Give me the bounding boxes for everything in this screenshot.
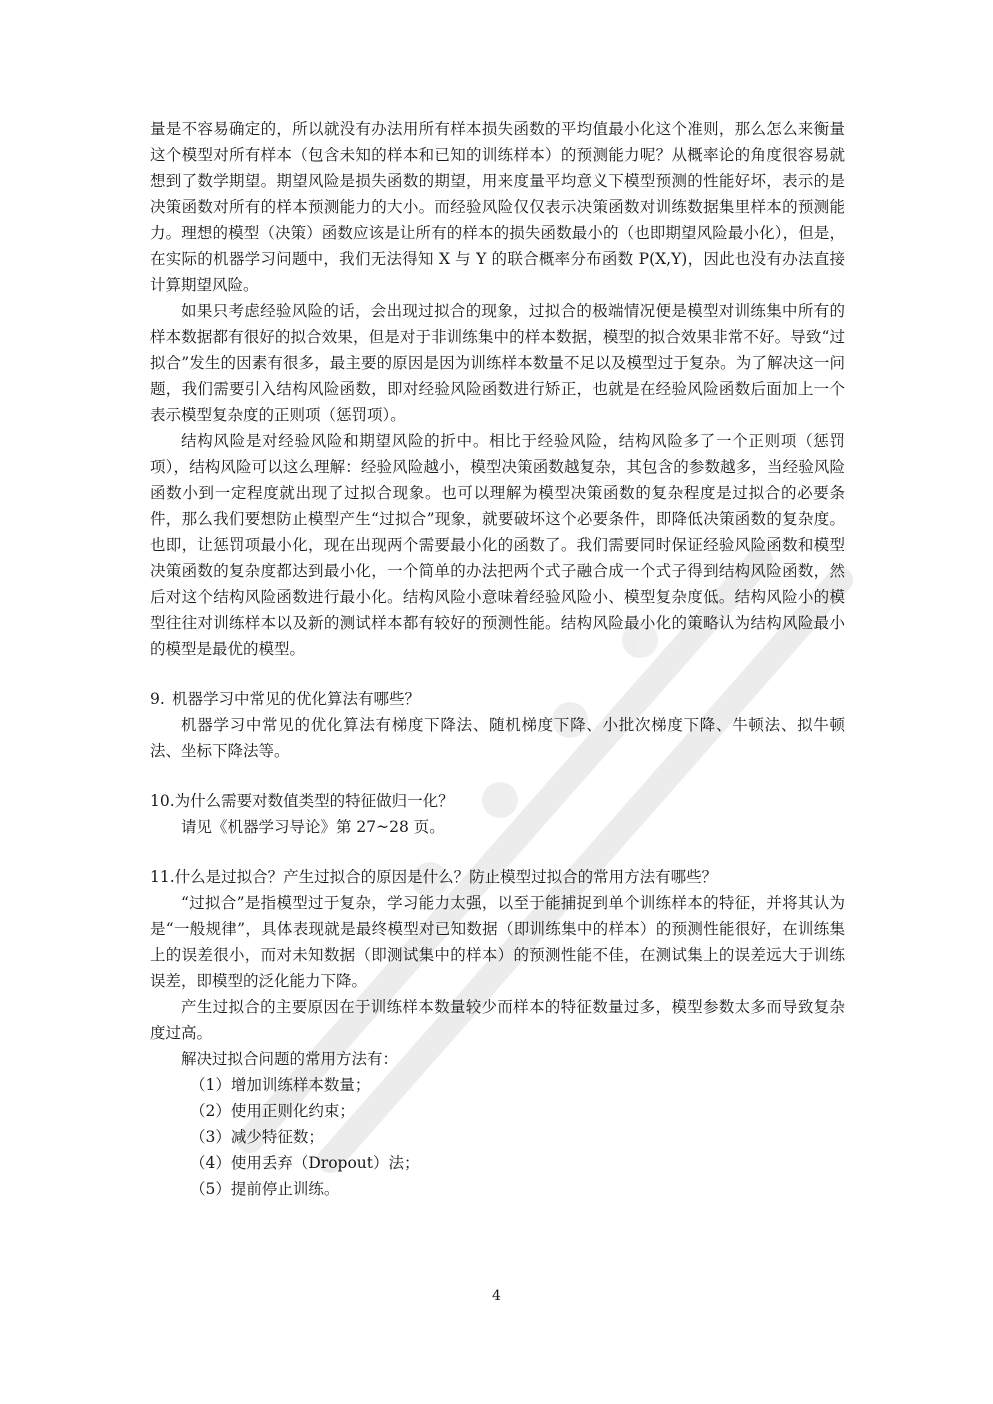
page-number: 4 [492,1288,501,1304]
question-11-number: 11. [150,868,175,886]
document-body [150,116,845,1202]
question-11-answer-methods-intro: 解决过拟合问题的常用方法有： [181,1050,399,1068]
paragraph-structural-risk: 结构风险是对经验风险和期望风险的折中。相比于经验风险，结构风险多了一个正则项（惩罚项），结构风险可以这么理解：经验风险越小，模型决策函数越复杂，其包含的参数越多，当经验风险函数小到一定程度就出现了过拟合现象。也可以理解为模型决策函数的复杂程度是过拟合的必要条件，那么我们要想防止模型产生“过拟合”现象，就要破坏这个必要条件，即降低决策函数的复杂度。也即，让惩罚项最小化，现在出现两个需要最小化的函数了。我们需要同时保证经验风险函数和模型决策函数的复杂度都达到最小化，一个简单的办法把两个式子融合成一个式子得到结构风险函数，然后对这个结构风险函数进行最小化。结构风险小意味着经验风险小、模型复杂度低。结构风险小的模型往往对训练样本以及新的测试样本都有较好的预测性能。结构风险最小化的策略认为结构风险最小的模型是最优的模型。 [150,432,845,658]
question-11-answer-cause: 产生过拟合的主要原因在于训练样本数量较少而样本的特征数量过多，模型参数太多而导致复杂度过高。 [150,998,845,1042]
question-9-heading [150,686,845,712]
question-11-heading [150,864,845,890]
question-11-answer-definition: “过拟合”是指模型过于复杂，学习能力太强，以至于能捕捉到单个训练样本的特征，并将其认为是“一般规律”，具体表现就是最终模型对已知数据（即训练集中的样本）的预测性能很好，在训练集上的误差很小，而对未知数据（即测试集中的样本）的预测性能不佳，在测试集上的误差远大于训练误差，即模型的泛化能力下降。 [150,894,845,990]
question-10-number: 10. [150,792,175,810]
method-item: （2）使用正则化约束； [190,1102,355,1120]
question-10-title: 为什么需要对数值类型的特征做归一化？ [174,792,454,810]
method-item: （3）减少特征数； [190,1128,324,1146]
question-9-number: 9. [150,690,165,708]
question-9-answer: 机器学习中常见的优化算法有梯度下降法、随机梯度下降、小批次梯度下降、牛顿法、拟牛顿法、坐标下降法等。 [150,716,845,760]
paragraph-expected-risk: 量是不容易确定的，所以就没有办法用所有样本损失函数的平均值最小化这个准则，那么怎么来衡量这个模型对所有样本（包含未知的样本和已知的训练样本）的预测能力呢？从概率论的角度很容易就想到了数学期望。期望风险是损失函数的期望，用来度量平均意义下模型预测的性能好坏，表示的是决策函数对所有的样本预测能力的大小。而经验风险仅仅表示决策函数对训练数据集里样本的预测能力。理想的模型（决策）函数应该是让所有的样本的损失函数最小的（也即期望风险最小化），但是，在实际的机器学习问题中，我们无法得知 X 与 Y 的联合概率分布函数 P(X,Y)，因此也没有办法直接计算期望风险。 [150,120,845,294]
question-10-answer: 请见《机器学习导论》第 27~28 页。 [181,818,445,836]
question-9-title: 机器学习中常见的优化算法有哪些？ [172,690,421,708]
question-10-heading [150,788,845,814]
question-11-title: 什么是过拟合？产生过拟合的原因是什么？防止模型过拟合的常用方法有哪些？ [174,868,718,886]
method-item: （5）提前停止训练。 [190,1180,340,1198]
method-item: （4）使用丢弃（Dropout）法； [190,1154,420,1172]
method-item: （1）增加训练样本数量； [190,1076,371,1094]
paragraph-overfitting: 如果只考虑经验风险的话，会出现过拟合的现象，过拟合的极端情况便是模型对训练集中所有的样本数据都有很好的拟合效果，但是对于非训练集中的样本数据，模型的拟合效果非常不好。导致“过拟合”发生的因素有很多，最主要的原因是因为训练样本数量不足以及模型过于复杂。为了解决这一问题，我们需要引入结构风险函数，即对经验风险函数进行矫正，也就是在经验风险函数后面加上一个表示模型复杂度的正则项（惩罚项）。 [150,302,845,424]
